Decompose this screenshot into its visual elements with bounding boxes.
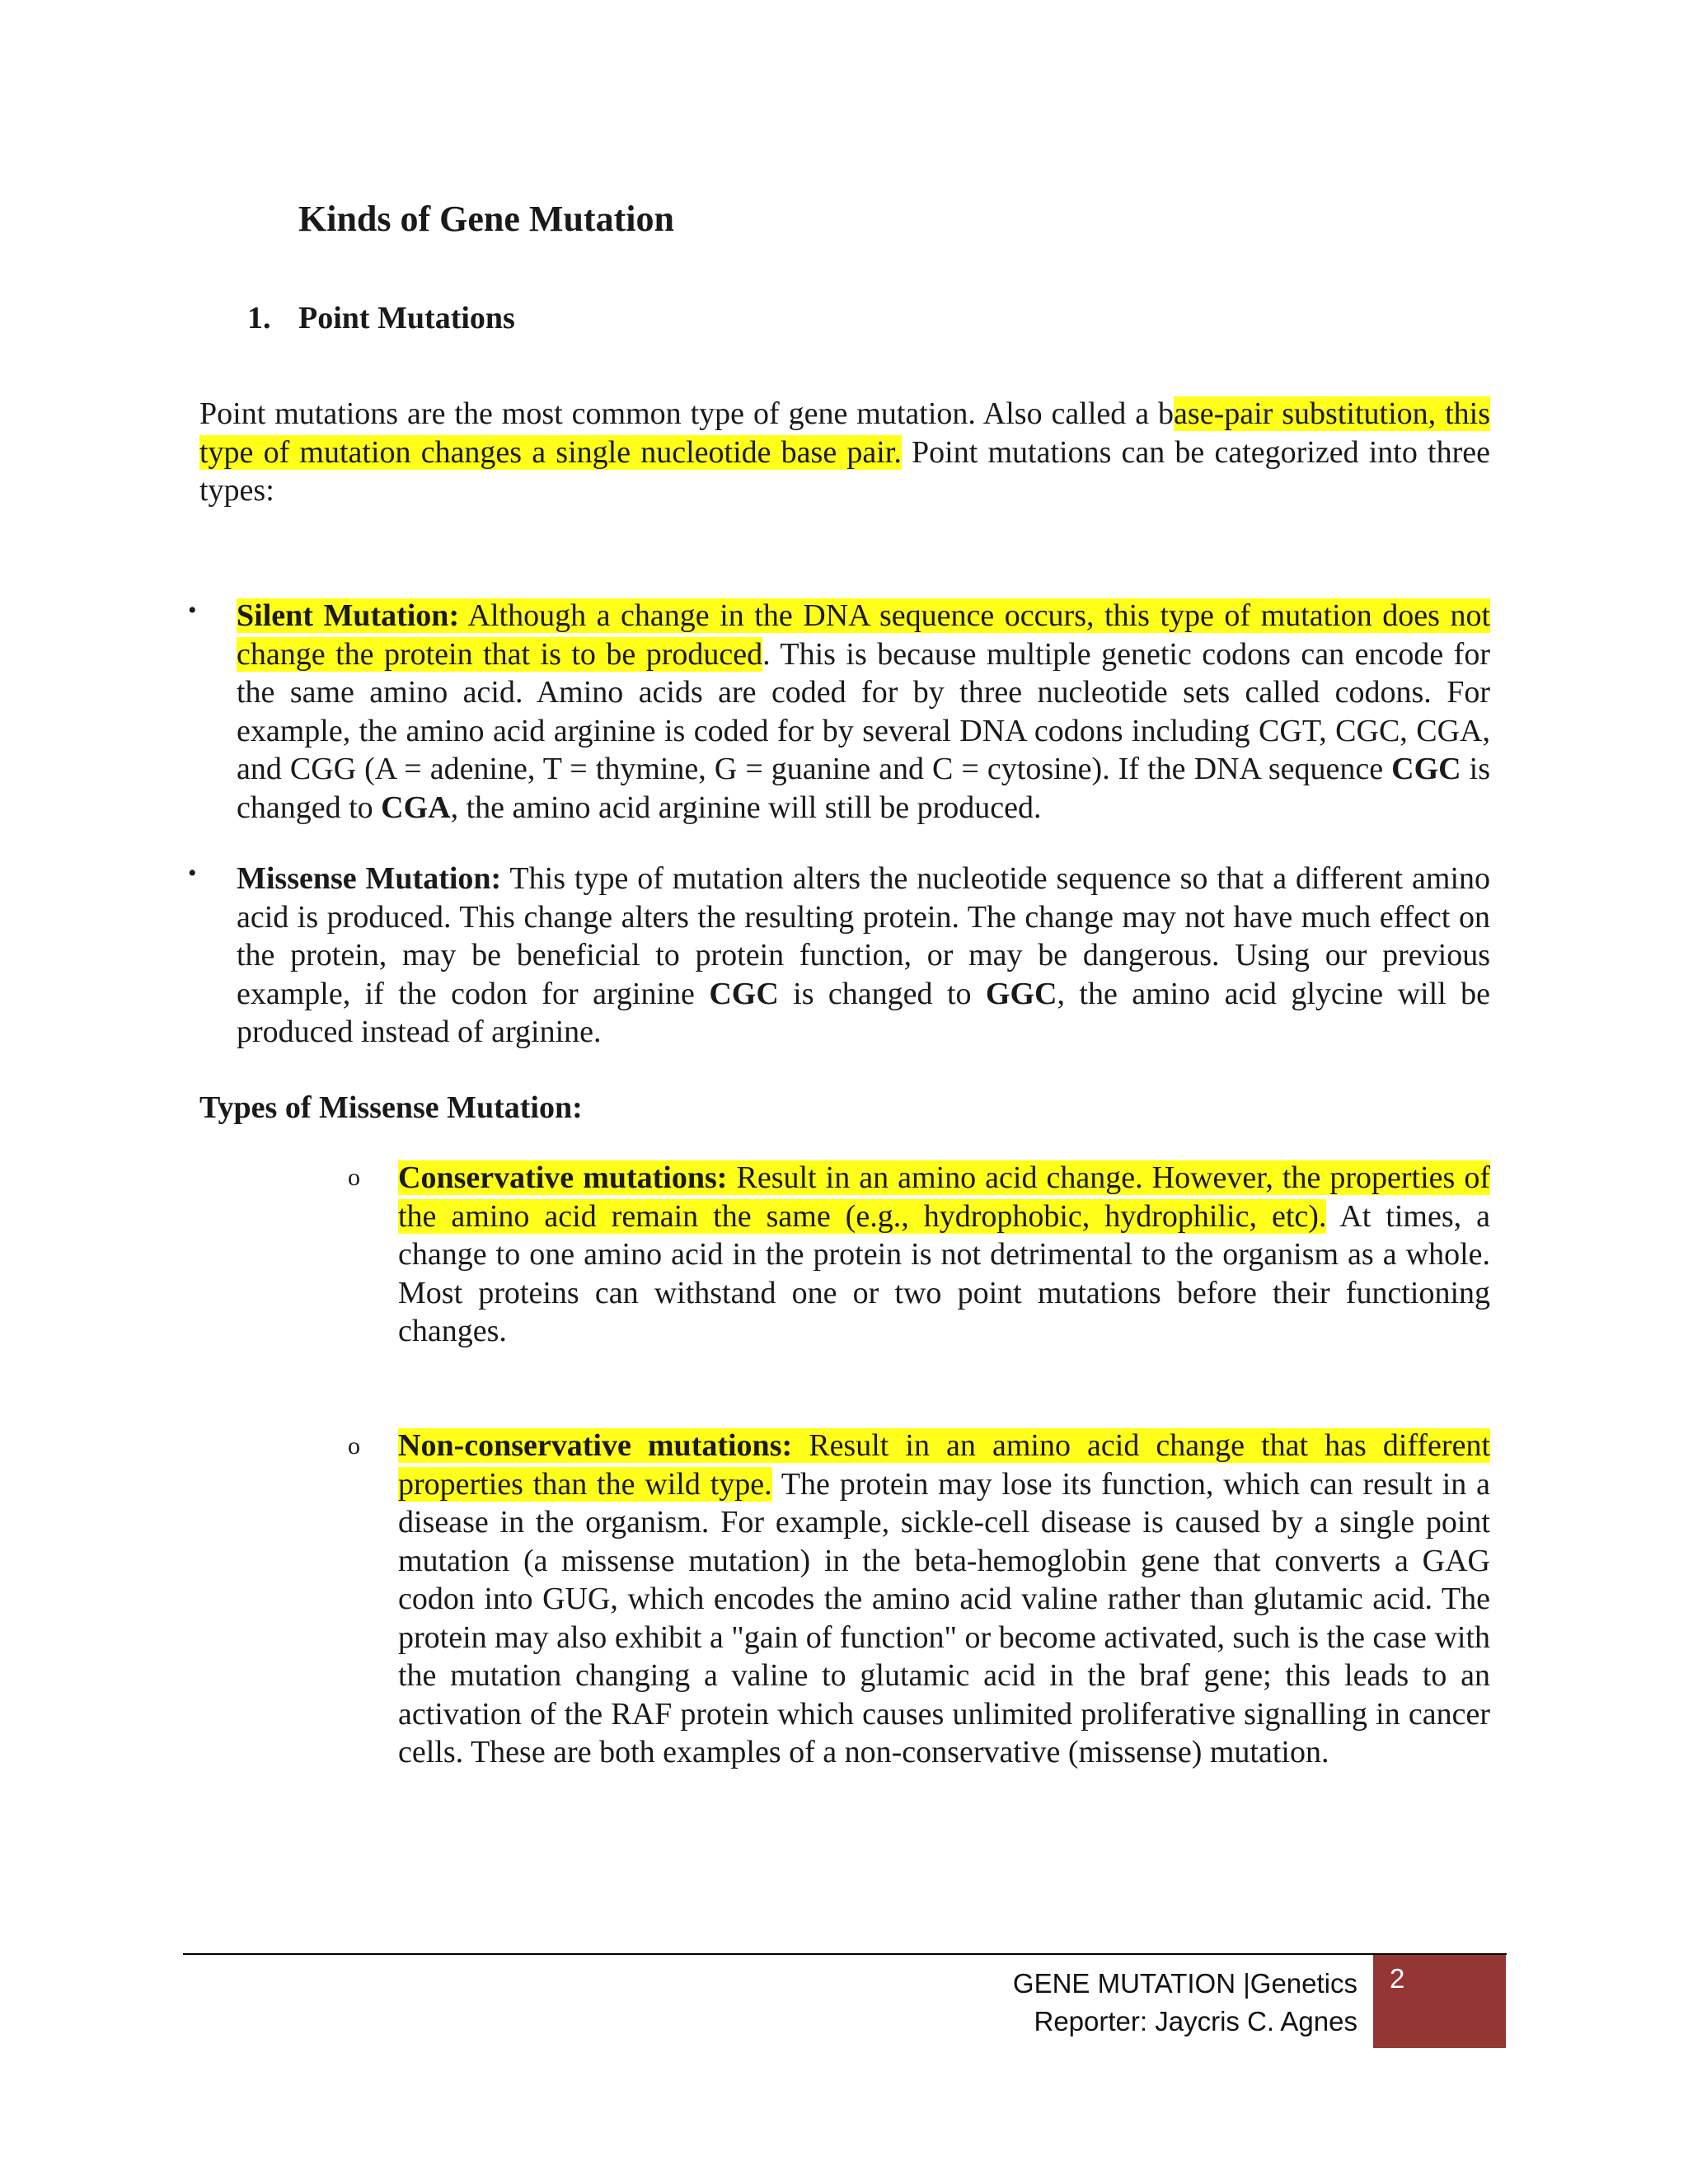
bullet-missense-mutation [237, 860, 1490, 1052]
footer-line-title: GENE MUTATION |Genetics [1012, 1968, 1357, 1999]
section-heading-text: Point Mutations [298, 301, 515, 335]
silent-text-1: . This is because multiple genetic codons can encode for the same amino acid. Amino acids are coded for by three nucleotide sets called codons. For example, the amino acid arginine is coded for by several DNA codons including CGT, CGC, CGA, and CGG (A = adenine, T = thymine, G = guanine and C = cytosine). If the DNA sequence [237, 636, 1490, 786]
conservative-highlight-text: Result in an amino acid change. However, the properties of the amino acid remain the same (e.g., hydrophobic, hydrophilic, etc). [398, 1160, 1491, 1234]
missense-label: Missense Mutation: [237, 861, 502, 896]
missense-bold-1: CGC [709, 976, 779, 1011]
footer-divider [183, 1953, 1507, 1955]
sub-marker-conservative: o [348, 1164, 360, 1191]
types-heading: Types of Missense Mutation: [199, 1090, 583, 1125]
missense-text-3: , the amino acid glycine will be produced instead of arginine. [237, 976, 1490, 1049]
missense-text-2: is changed to [778, 976, 986, 1011]
footer-text [1013, 1965, 1357, 2041]
section-heading [247, 300, 515, 336]
silent-bold-2: CGA [381, 790, 451, 825]
silent-highlight-text: Although a change in the DNA sequence occurs, this type of mutation does not change the protein that is to be produced [237, 598, 1491, 672]
bullet-marker-silent: • [188, 597, 197, 624]
page-number: 2 [1390, 1963, 1405, 1994]
missense-bold-2: GGC [985, 976, 1057, 1011]
intro-text-start: Point mutations are the most common type of gene mutation. Also called a b [199, 396, 1175, 431]
page-title: Kinds of Gene Mutation [298, 199, 674, 239]
intro-highlight: ase-pair substitution, this type of mutation changes a single nucleotide base pair. [199, 396, 1490, 470]
silent-text-3: , the amino acid arginine will still be produced. [450, 790, 1042, 825]
non-conservative-highlight-text: Result in an amino acid change that has different properties than the wild type. [398, 1428, 1490, 1502]
bullet-silent-mutation [237, 597, 1490, 827]
sub-bullet-conservative [398, 1159, 1490, 1351]
conservative-label: Conservative mutations: [398, 1160, 728, 1195]
intro-paragraph [199, 395, 1490, 510]
silent-bold-1: CGC [1391, 752, 1461, 786]
page-number-box [1373, 1955, 1506, 2048]
silent-label: Silent Mutation: [237, 598, 460, 633]
intro-text-end: Point mutations can be categorized into three types: [199, 434, 1490, 508]
missense-text-1: This type of mutation alters the nucleotide sequence so that a different amino acid is produced. This change alters the resulting protein. The change may not have much effect on the protein, may be beneficial to protein function, or may be dangerous. Using our previous example, if the codon for arginine [237, 861, 1490, 1011]
non-conservative-label: Non-conservative mutations: [398, 1428, 793, 1463]
sub-bullet-non-conservative [398, 1427, 1490, 1772]
section-number: 1. [247, 301, 271, 335]
bullet-marker-missense: • [188, 860, 197, 887]
footer-line-reporter: Reporter: Jaycris C. Agnes [1034, 2006, 1357, 2036]
sub-marker-non-conservative: o [348, 1432, 360, 1460]
conservative-text: At times, a change to one amino acid in the protein is not detrimental to the organism as a whole. Most proteins can withstand one or two point mutations before their functioning changes. [398, 1198, 1490, 1348]
non-conservative-text: The protein may lose its function, which can result in a disease in the organism. For example, sickle-cell disease is caused by a single point mutation (a missense mutation) in the beta-hemoglobin gene that converts a GAG codon into GUG, which encodes the amino acid valine rather than glutamic acid. The protein may also exhibit a "gain of function" or become activated, such is the case with the mutation changing a valine to glutamic acid in the braf gene; this leads to an activation of the RAF protein which causes unlimited proliferative signalling in cancer cells. These are both examples of a non-conservative (missense) mutation. [398, 1466, 1490, 1769]
silent-text-2: is changed to [237, 752, 1490, 825]
